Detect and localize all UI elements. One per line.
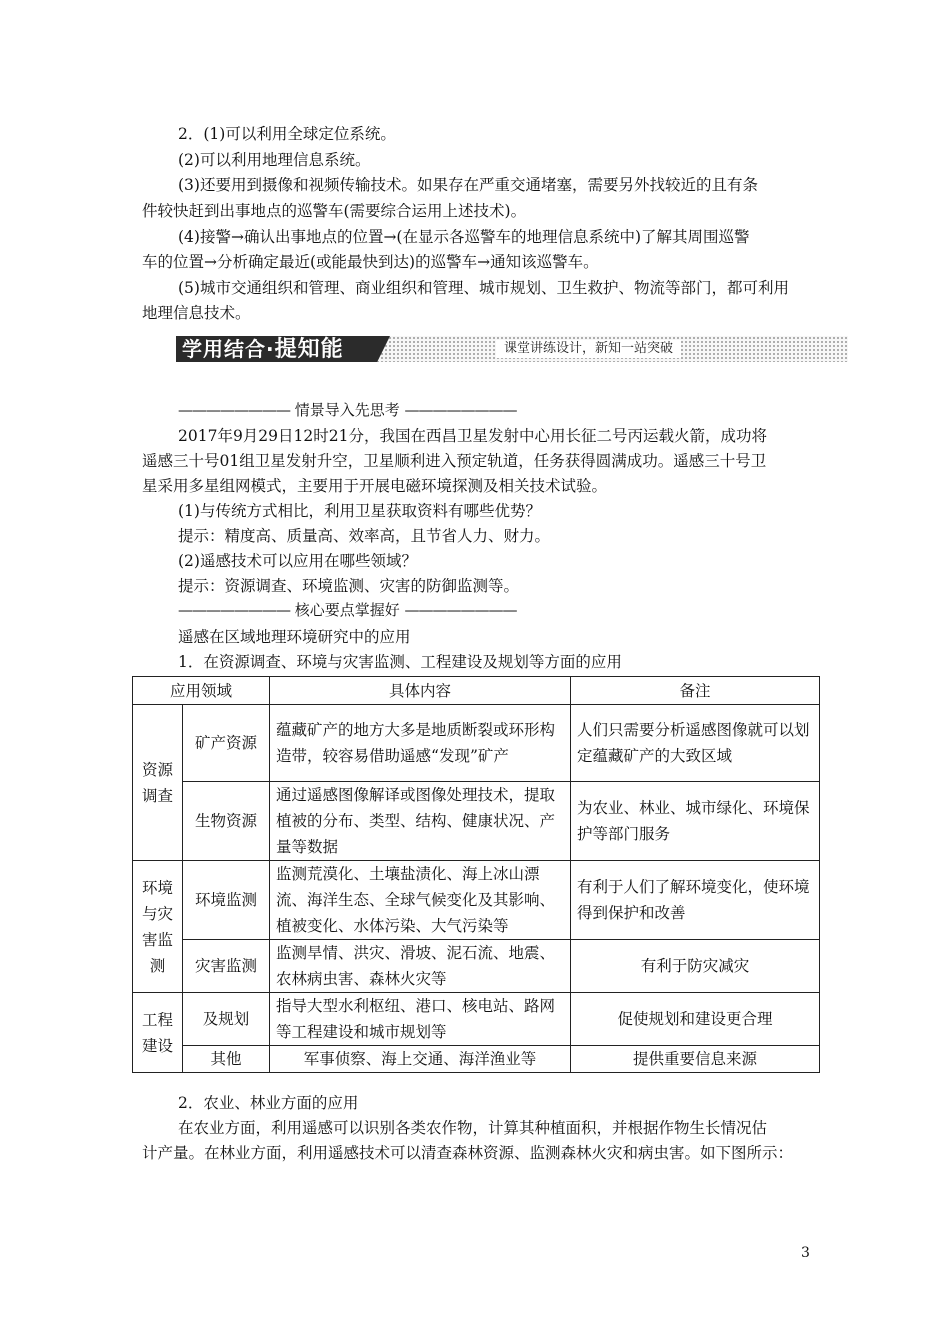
question-line: (1)与传统方式相比，利用卫星获取资料有哪些优势？ — [178, 502, 541, 520]
section-banner — [176, 336, 848, 362]
banner-subtitle: 课堂讲练设计，新知一站突破 — [496, 340, 681, 358]
answer-line: (4)接警→确认出事地点的位置→(在显示各巡警车的地理信息系统中)了解其周围巡警 — [178, 228, 750, 246]
group-cell: 资源调查 — [133, 705, 183, 861]
application-table — [132, 676, 820, 1073]
list-item-heading: 2．农业、林业方面的应用 — [178, 1094, 359, 1112]
content-cell: 军事侦察、海上交通、海洋渔业等 — [270, 1046, 571, 1073]
list-item-heading: 1．在资源调查、环境与灾害监测、工程建设及规划等方面的应用 — [178, 653, 622, 671]
sub-cell: 及规划 — [183, 993, 270, 1046]
divider-dash: ———————— — [178, 401, 290, 419]
table-row — [133, 993, 820, 1046]
note-cell: 有利于防灾减灾 — [571, 940, 820, 993]
section-divider — [178, 398, 517, 422]
banner-title — [182, 335, 344, 364]
divider-dash: ———————— — [404, 601, 517, 619]
table-row — [133, 861, 820, 940]
table-header: 备注 — [571, 677, 820, 705]
answer-line: (5)城市交通组织和管理、商业组织和管理、城市规划、卫生救护、物流等部门，都可利用 — [178, 279, 789, 297]
body-line: 星采用多星组网模式，主要用于开展电磁环境探测及相关技术试验。 — [142, 477, 608, 495]
table-row — [133, 782, 820, 861]
note-cell: 提供重要信息来源 — [571, 1046, 820, 1073]
answer-line: 地理信息技术。 — [142, 304, 251, 322]
divider-dash: ———————— — [178, 601, 290, 619]
table-row — [133, 940, 820, 993]
banner-title-emphasis: 提知能 — [274, 337, 344, 362]
sub-cell: 矿产资源 — [183, 705, 270, 782]
section-subtitle: 遥感在区域地理环境研究中的应用 — [178, 628, 411, 646]
sub-cell: 其他 — [183, 1046, 270, 1073]
note-cell: 人们只需要分析遥感图像就可以划定蕴藏矿产的大致区域 — [571, 705, 820, 782]
hint-line: 提示：精度高、质量高、效率高，且节省人力、财力。 — [178, 527, 551, 545]
table-row — [133, 705, 820, 782]
content-cell: 通过遥感图像解译或图像处理技术，提取植被的分布、类型、结构、健康状况、产量等数据 — [270, 782, 571, 861]
sub-cell: 灾害监测 — [183, 940, 270, 993]
divider-dash: ———————— — [404, 401, 517, 419]
body-line: 在农业方面，利用遥感可以识别各类农作物，计算其种植面积，并根据作物生长情况估 — [178, 1119, 768, 1137]
body-line: 2017年9月29日12时21分，我国在西昌卫星发射中心用长征二号丙运载火箭，成功将 — [178, 427, 767, 445]
section-divider — [178, 598, 517, 622]
divider-heading: 情景导入先思考 — [290, 401, 405, 419]
page-number: 3 — [801, 1245, 810, 1261]
table-header: 具体内容 — [270, 677, 571, 705]
question-line: (2)遥感技术可以应用在哪些领域？ — [178, 552, 417, 570]
body-line: 遥感三十号01组卫星发射升空，卫星顺利进入预定轨道，任务获得圆满成功。遥感三十号卫 — [142, 452, 767, 470]
content-cell: 监测旱情、洪灾、滑坡、泥石流、地震、农林病虫害、森林火灾等 — [270, 940, 571, 993]
sub-cell: 生物资源 — [183, 782, 270, 861]
note-cell: 促使规划和建设更合理 — [571, 993, 820, 1046]
table-row — [133, 1046, 820, 1073]
note-cell: 为农业、林业、城市绿化、环境保护等部门服务 — [571, 782, 820, 861]
content-cell: 监测荒漠化、土壤盐渍化、海上冰山漂流、海洋生态、全球气候变化及其影响、植被变化、水体污染、大气污染等 — [270, 861, 571, 940]
sub-cell: 环境监测 — [183, 861, 270, 940]
divider-heading: 核心要点掌握好 — [290, 601, 405, 619]
group-cell: 工程建设 — [133, 993, 183, 1073]
hint-line: 提示：资源调查、环境监测、灾害的防御监测等。 — [178, 577, 520, 595]
table-header-row — [133, 677, 820, 705]
note-cell: 有利于人们了解环境变化，使环境得到保护和改善 — [571, 861, 820, 940]
answer-line: 车的位置→分析确定最近(或能最快到达)的巡警车→通知该巡警车。 — [142, 253, 599, 271]
content-cell: 蕴藏矿产的地方大多是地质断裂或环形构造带，较容易借助遥感“发现”矿产 — [270, 705, 571, 782]
content-cell: 指导大型水利枢纽、港口、核电站、路网等工程建设和城市规划等 — [270, 993, 571, 1046]
answer-line: (2)可以利用地理信息系统。 — [178, 151, 371, 169]
table-header: 应用领域 — [133, 677, 270, 705]
answer-line: (3)还要用到摄像和视频传输技术。如果存在严重交通堵塞，需要另外找较近的且有条 — [178, 176, 758, 194]
answer-line: 2．(1)可以利用全球定位系统。 — [178, 125, 396, 143]
answer-line: 件较快赶到出事地点的巡警车(需要综合运用上述技术)。 — [142, 202, 527, 220]
banner-title-part: 学用结合· — [182, 337, 275, 361]
group-cell: 环境与灾害监测 — [133, 861, 183, 993]
body-line: 计产量。在林业方面，利用遥感技术可以清查森林资源、监测森林火灾和病虫害。如下图所示： — [142, 1144, 794, 1162]
